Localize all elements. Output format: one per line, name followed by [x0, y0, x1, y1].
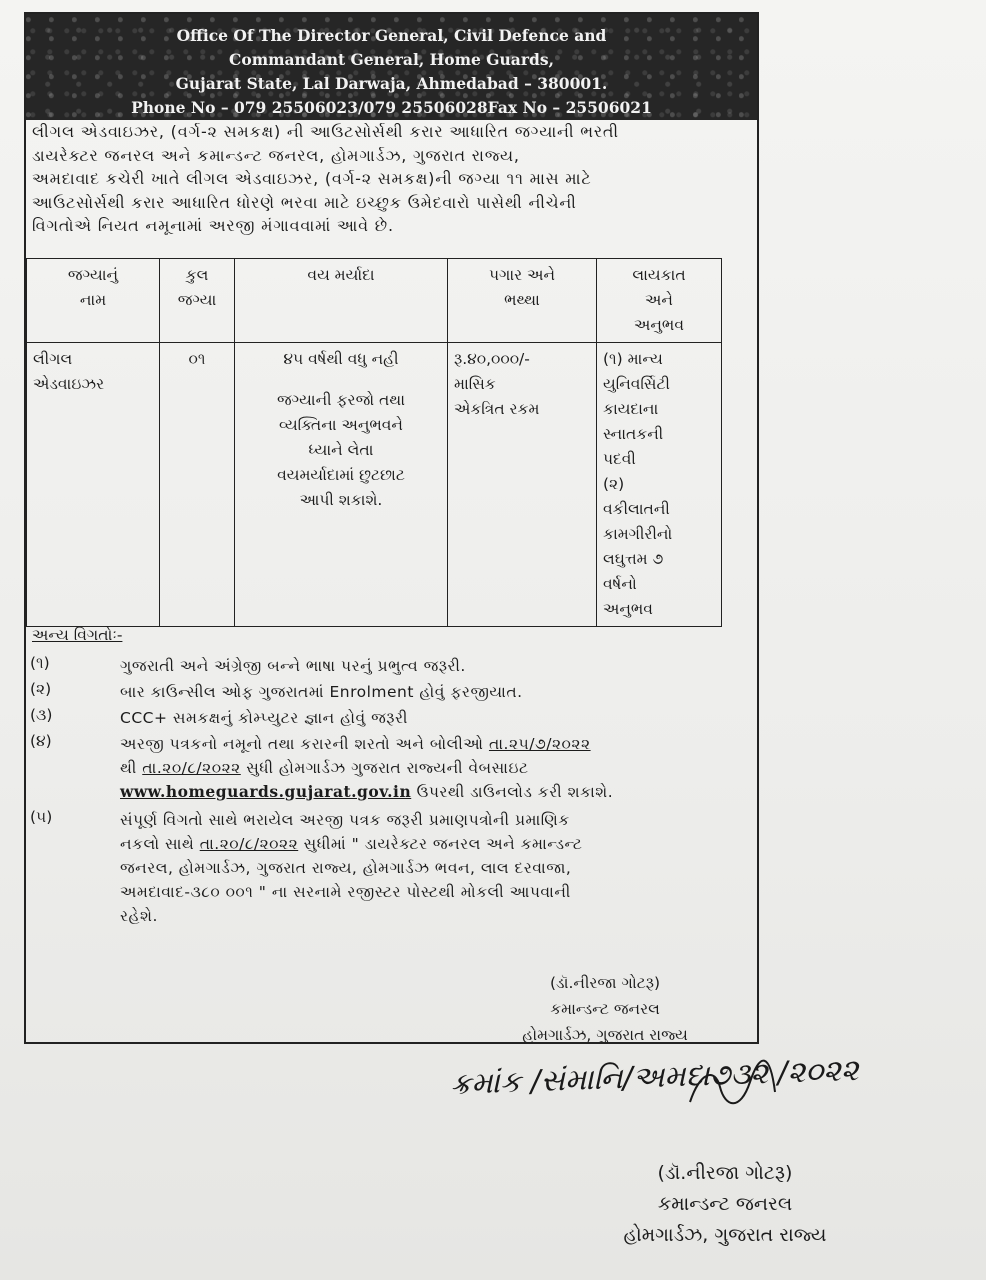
other-details-title: અન્ય વિગતોઃ-	[32, 626, 123, 644]
item-text: www.homeguards.gujarat.gov.in ઉપરથી ડાઉનલોડ કરી શકાશે.	[120, 782, 614, 801]
item-text: રહેશે.	[120, 907, 158, 925]
item-number: (૨)	[30, 680, 52, 698]
table-row	[27, 343, 722, 627]
item-text: ગુજરાતી અને અંગ્રેજી બન્ને ભાષા પરનું પ્રભુત્વ જરૂરી.	[120, 657, 466, 675]
cell-age-limit: ૪૫ વર્ષથી વધુ નહી જગ્યાની ફરજો તથા વ્યક્તિના અનુભવને ધ્યાને લેતા વયમર્યાદામાં છુટછાટ આપી શકાશે.	[235, 343, 448, 627]
deadline-date: તા.૨૦/૮/૨૦૨૨	[199, 835, 299, 853]
item-number: (૩)	[30, 706, 53, 724]
cell-pay: રૂ.૪૦,૦૦૦/- માસિક એકત્રિત રકમ	[448, 343, 597, 627]
stamp-designation: કમાન્ડન્ટ જનરલ	[657, 1193, 793, 1215]
item-text: નકલો સાથે તા.૨૦/૮/૨૦૨૨ સુધીમાં " ડાયરેક્ટર જનરલ અને કમાન્ડન્ટ	[120, 835, 583, 853]
item-text: અમદાવાદ-૩૮૦ ૦૦૧ " ના સરનામે રજીસ્ટર પોસ્ટથી મોકલી આપવાની	[120, 883, 571, 901]
signature-block-stamp	[560, 1158, 890, 1251]
cell-qualification: (૧) માન્ય યુનિવર્સિટી કાયદાના સ્નાતકની પદવી (૨) વકીલાતની કામગીરીનો લઘુત્તમ ૭ વર્ષનો અનુભવ	[597, 343, 722, 627]
header-qualification: લાયકાત અને અનુભવ	[597, 259, 722, 343]
date-from: તા.૨૫/૭/૨૦૨૨	[488, 735, 591, 753]
stamp-name: (ડૉ.નીરજા ગોટરૂ)	[657, 1162, 793, 1184]
header-line-1: Office Of The Director General, Civil Defence and	[176, 26, 607, 45]
header-age-limit: વય મર્યાદા	[235, 259, 448, 343]
intro-line: આઉટસોર્સથી કરાર આધારિત ધોરણે ભરવા માટે ઇચ્છુક ઉમેદવારો પાસેથી નીચેની	[32, 192, 577, 212]
intro-line: અમદાવાદ કચેરી ખાતે લીગલ એડવાઇઝર, (વર્ગ-૨ સમકક્ષ)ની જગ્યા ૧૧ માસ માટે	[32, 169, 592, 188]
header-post-name: જગ્યાનું નામ	[27, 259, 160, 343]
intro-line: લીગલ એડવાઇઝર, (વર્ગ-૨ સમકક્ષ) ની આઉટસોર્સથી કરાર આધારિત જગ્યાની ભરતી	[32, 122, 619, 141]
signatory-office: હોમગાર્ડઝ, ગુજરાત રાજ્ય	[522, 1026, 688, 1044]
header-contact-line: Phone No – 079 25506023/079 25506028Fax No – 25506021	[131, 98, 652, 117]
item-text: થી તા.૨૦/૮/૨૦૨૨ સુધી હોમગાર્ડઝ ગુજરાત રાજ્યની વેબસાઇટ	[120, 759, 529, 777]
signatory-designation: કમાન્ડન્ટ જનરલ	[550, 1000, 660, 1018]
table-header-row	[27, 259, 722, 343]
website-link[interactable]: www.homeguards.gujarat.gov.in	[120, 782, 412, 801]
item-text: અરજી પત્રકનો નમૂનો તથા કરારની શરતો અને બોલીઓ તા.૨૫/૭/૨૦૨૨	[120, 735, 591, 753]
cell-total-posts: ૦૧	[160, 343, 235, 627]
cell-post-name: લીગલ એડવાઇઝર	[27, 343, 160, 627]
signatory-name: (ડૉ.નીરજા ગોટરૂ)	[549, 974, 661, 992]
intro-line: ડાયરેક્ટર જનરલ અને કમાન્ડન્ટ જનરલ, હોમગાર્ડઝ, ગુજરાત રાજ્ય,	[32, 145, 520, 165]
date-to: તા.૨૦/૮/૨૦૨૨	[142, 759, 241, 777]
handwritten-signature-icon	[440, 1032, 986, 1122]
office-header	[26, 14, 757, 120]
item-text: જનરલ, હોમગાર્ડઝ, ગુજરાત રાજ્ય, હોમગાર્ડઝ ભવન, લાલ દરવાજા,	[120, 859, 572, 877]
intro-paragraph	[32, 120, 754, 238]
intro-line: વિગતોએ નિયત નમૂનામાં અરજી મંગાવવામાં આવે છે.	[32, 216, 394, 235]
header-line-3: Gujarat State, Lal Darwaja, Ahmedabad – 380001.	[175, 74, 608, 93]
stamp-office: હોમગાર્ડઝ, ગુજરાત રાજ્ય	[623, 1224, 827, 1246]
item-number: (૧)	[30, 654, 50, 672]
header-line-2: Commandant General, Home Guards,	[229, 50, 554, 69]
item-number: (૫)	[30, 808, 53, 826]
item-text: CCC+ સમકક્ષનું કોમ્પ્યુટર જ્ઞાન હોવું જરૂરી	[120, 709, 408, 727]
item-text: સંપૂર્ણ વિગતો સાથે ભરાયેલ અરજી પત્રક જરૂરી પ્રમાણપત્રોની પ્રમાણિક	[120, 811, 570, 829]
handwritten-reference-number: ક્રમાંક /સંમાનિ/અમદા૭૩૨ /૨૦૨૨	[449, 1052, 860, 1103]
header-total-posts: કુલ જગ્યા	[160, 259, 235, 343]
header-pay: પગાર અને ભથ્થા	[448, 259, 597, 343]
item-text: બાર કાઉન્સીલ ઓફ ગુજરાતમાં Enrolment હોવું ફરજીયાત.	[120, 683, 523, 701]
item-number: (૪)	[30, 732, 52, 750]
vacancy-table	[26, 258, 722, 627]
